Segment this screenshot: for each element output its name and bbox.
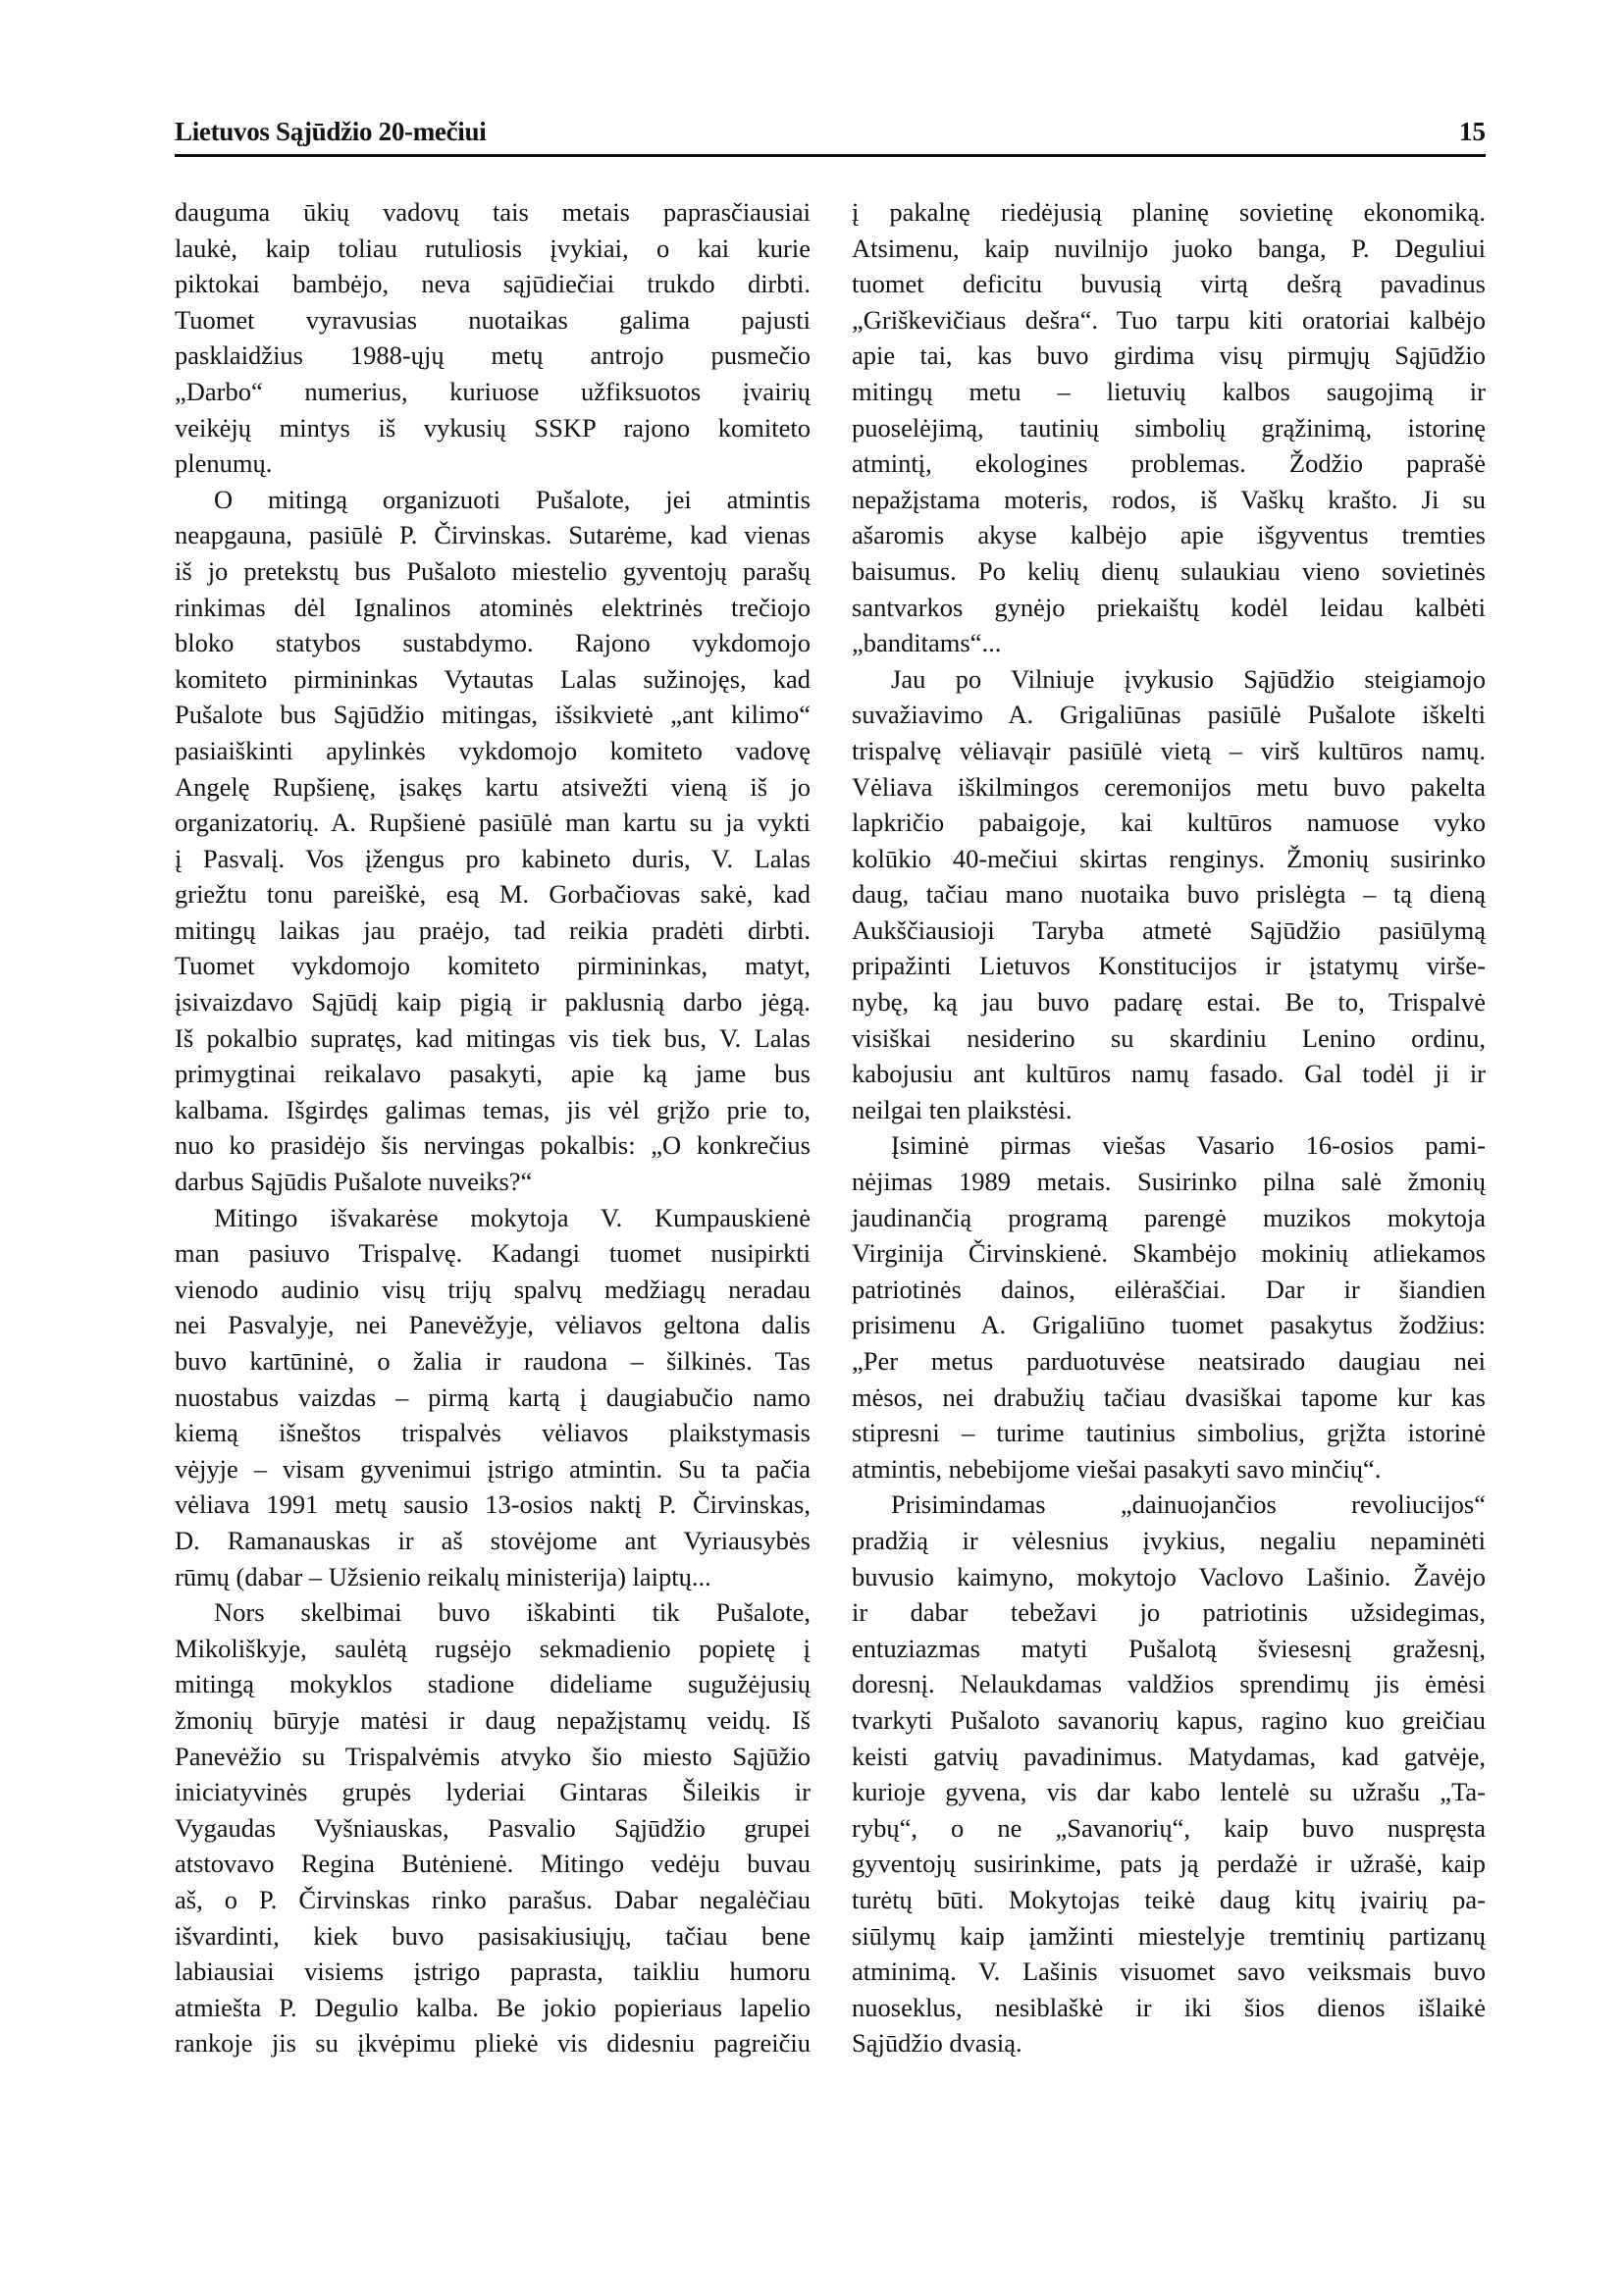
text-line: „Griškevičiaus dešra“. Tuo tarpu kiti oratoriai kalbėjo xyxy=(852,304,1486,335)
text-line: Iš pokalbio supratęs, kad mitingas vis tiek bus, V. Lalas xyxy=(175,1022,811,1053)
text-line: Įsiminė pirmas viešas Vasario 16-osios pami- xyxy=(891,1130,1486,1161)
text-column-right xyxy=(852,194,1486,2061)
text-line: Pušalote bus Sąjūdžio mitingas, išsikvietė „ant kilimo“ xyxy=(175,700,811,730)
text-line: nybę, ką jau buvo padarę estai. Be to, Trispalvė xyxy=(852,987,1486,1017)
text-line: atminimą. V. Lašinis visuomet savo veiksmais buvo xyxy=(852,1956,1486,1987)
text-line: rinkimas dėl Ignalinos atominės elektrinės trečiojo xyxy=(175,592,811,622)
text-line: kalbama. Išgirdęs galimas temas, jis vėl grįžo prie to, xyxy=(175,1094,811,1124)
text-line: atmintis, nebebijome viešai pasakyti savo minčių“. xyxy=(852,1453,1382,1484)
text-line: į Pasvalį. Vos įžengus pro kabineto duris, V. Lalas xyxy=(175,843,811,873)
text-column-left xyxy=(175,194,811,2061)
text-line: piktokai bambėjo, neva sąjūdiečiai trukdo dirbti. xyxy=(175,269,811,299)
text-line: Angelę Rupšienę, įsakęs kartu atsivežti vieną iš jo xyxy=(175,771,811,802)
text-line: rūmų (dabar – Užsienio reikalų ministerija) laiptų... xyxy=(175,1561,711,1591)
text-line: nuoseklus, nesiblaškė ir iki šios dienos išlaikė xyxy=(852,1992,1486,2022)
text-line: kiemą išneštos trispalvės vėliavos plaikstymasis xyxy=(175,1418,811,1448)
page-number: 15 xyxy=(1459,117,1486,146)
text-line: rankoje jis su įkvėpimu pliekė vis didesniu pagreičiu xyxy=(175,2028,811,2059)
text-line: daug, tačiau mano nuotaika buvo prislėgta – tą dieną xyxy=(852,879,1486,910)
text-line: lapkričio pabaigoje, kai kultūros namuose vyko xyxy=(852,808,1486,838)
text-line: turėtų būti. Mokytojas teikė daug kitų įvairių pa- xyxy=(852,1884,1486,1914)
text-line: išvardinti, kiek buvo pasisakiusiųjų, tačiau bene xyxy=(175,1920,811,1951)
text-line: Mitingo išvakarėse mokytoja V. Kumpauskienė xyxy=(214,1202,811,1232)
text-line: mitingų laikas jau praėjo, tad reikia pradėti dirbti. xyxy=(175,914,811,945)
paragraph xyxy=(852,194,1486,661)
text-line: veikėjų mintys iš vykusių SSKP rajono komiteto xyxy=(175,412,811,443)
text-line: kabojusiu ant kultūros namų fasado. Gal todėl ji ir xyxy=(852,1059,1486,1089)
text-line: rybų“, o ne „Savanorių“, kaip buvo nuspręsta xyxy=(852,1812,1486,1843)
text-line: pradžią ir vėlesnius įvykius, negaliu nepaminėti xyxy=(852,1525,1486,1555)
text-line: laukė, kaip toliau rutuliosis įvykiai, o kai kurie xyxy=(175,233,811,263)
text-line: Vėliava iškilmingos ceremonijos metu buvo pakelta xyxy=(852,771,1486,802)
text-line: Aukščiausioji Taryba atmetė Sąjūdžio pasiūlymą xyxy=(852,914,1486,945)
page-header xyxy=(175,116,1486,153)
text-line: „Darbo“ numerius, kuriuose užfiksuotos įvairių xyxy=(175,376,811,406)
paragraph xyxy=(852,1127,1486,1487)
text-line: nėjimas 1989 metais. Susirinko pilna salė žmonių xyxy=(852,1167,1486,1197)
text-line: Tuomet vyravusias nuotaikas galima pajusti xyxy=(175,304,811,335)
text-line: mitingų metu – lietuvių kalbos saugojimą ir xyxy=(852,376,1486,406)
text-line: ir dabar tebežavi jo patriotinis užsidegimas, xyxy=(852,1597,1486,1628)
paragraph xyxy=(175,482,811,1200)
text-line: buvo kartūninė, o žalia ir raudona – šilkinės. Tas xyxy=(175,1346,811,1376)
text-line: gyventojų susirinkime, pats ją perdažė ir užrašė, kaip xyxy=(852,1849,1486,1879)
text-line: kurioje gyvena, vis dar kabo lentelė su užrašu „Ta- xyxy=(852,1777,1486,1807)
text-line: neapgauna, pasiūlė P. Čirvinskas. Sutarėme, kad vienas xyxy=(175,520,811,550)
text-line: mitingą mokyklos stadione dideliame sugužėjusių xyxy=(175,1669,811,1699)
text-line: nuo ko prasidėjo šis nervingas pokalbis: „O konkrečius xyxy=(175,1130,811,1161)
text-line: stipresni – turime tautinius simbolius, grįžta istorinė xyxy=(852,1418,1486,1448)
paragraph xyxy=(852,1487,1486,2061)
text-line: griežtu tonu pareiškė, esą M. Gorbačiovas sakė, kad xyxy=(175,879,811,910)
text-line: baisumus. Po kelių dienų sulaukiau vieno sovietinės xyxy=(852,555,1486,586)
text-line: kolūkio 40-mečiui skirtas renginys. Žmonių susirinko xyxy=(852,843,1486,873)
text-line: plenumų. xyxy=(175,448,273,479)
paragraph xyxy=(175,1594,811,2061)
text-line: atmintį, ekologines problemas. Žodžio paprašė xyxy=(852,448,1486,479)
text-line: buvusio kaimyno, mokytojo Vaclovo Lašinio. Žavėjo xyxy=(852,1561,1486,1591)
text-line: pasklaidžius 1988-ųjų metų antrojo pusmečio xyxy=(175,340,811,371)
text-line: Atsimenu, kaip nuvilnijo juoko banga, P. Deguliui xyxy=(852,233,1486,263)
paragraph xyxy=(175,194,811,482)
text-line: dauguma ūkių vadovų tais metais paprasčiausiai xyxy=(175,197,811,227)
text-line: vėliava 1991 metų sausio 13-osios naktį P. Čirvinskas, xyxy=(175,1489,811,1520)
paragraph xyxy=(175,1200,811,1595)
text-line: bloko statybos sustabdymo. Rajono vykdomojo xyxy=(175,628,811,658)
text-line: siūlymų kaip įamžinti miestelyje tremtinių partizanų xyxy=(852,1920,1486,1951)
text-line: tuomet deficitu buvusią virtą dešrą pavadinus xyxy=(852,269,1486,299)
text-line: D. Ramanauskas ir aš stovėjome ant Vyriausybės xyxy=(175,1525,811,1555)
text-line: pripažinti Lietuvos Konstitucijos ir įstatymų virše- xyxy=(852,951,1486,981)
text-line: patriotinės dainos, eilėraščiai. Dar ir šiandien xyxy=(852,1274,1486,1304)
text-line: darbus Sąjūdis Pušalote nuveiks?“ xyxy=(175,1167,533,1197)
text-line: keisti gatvių pavadinimus. Matydamas, kad gatvėje, xyxy=(852,1741,1486,1771)
paragraph xyxy=(852,661,1486,1128)
text-line: pasiaiškinti apylinkės vykdomojo komiteto vadovę xyxy=(175,735,811,765)
text-line: Panevėžio su Trispalvėmis atvyko šio miesto Sąjūžio xyxy=(175,1741,811,1771)
text-line: aš, o P. Čirvinskas rinko parašus. Dabar negalėčiau xyxy=(175,1884,811,1914)
text-line: nei Pasvalyje, nei Panevėžyje, vėliavos geltona dalis xyxy=(175,1310,811,1340)
text-line: neilgai ten plaikstėsi. xyxy=(852,1094,1073,1124)
text-line: Jau po Vilniuje įvykusio Sąjūdžio steigiamojo xyxy=(891,663,1486,694)
text-line: santvarkos gynėjo priekaištų kodėl leidau kalbėti xyxy=(852,592,1486,622)
text-line: komiteto pirmininkas Vytautas Lalas sužinojęs, kad xyxy=(175,663,811,694)
text-line: suvažiavimo A. Grigaliūnas pasiūlė Pušalote iškelti xyxy=(852,700,1486,730)
text-line: prisimenu A. Grigaliūno tuomet pasakytus žodžius: xyxy=(852,1310,1486,1340)
text-line: į pakalnę riedėjusią planinę sovietinę ekonomiką. xyxy=(852,197,1486,227)
text-line: man pasiuvo Trispalvę. Kadangi tuomet nusipirkti xyxy=(175,1238,811,1269)
text-line: „banditams“... xyxy=(852,628,1002,658)
text-line: puoselėjimą, tautinių simbolių grąžinimą, istorinę xyxy=(852,412,1486,443)
text-line: Vygaudas Vyšniauskas, Pasvalio Sąjūdžio grupei xyxy=(175,1812,811,1843)
header-rule xyxy=(175,154,1486,157)
text-line: visiškai nesiderino su skardiniu Lenino ordinu, xyxy=(852,1022,1486,1053)
text-line: atmiešta P. Degulio kalba. Be jokio popieriaus lapelio xyxy=(175,1992,811,2022)
text-line: labiausiai visiems įstrigo paprasta, taikliu humoru xyxy=(175,1956,811,1987)
text-line: „Per metus parduotuvėse neatsirado daugiau nei xyxy=(852,1346,1486,1376)
text-line: Nors skelbimai buvo iškabinti tik Pušalote, xyxy=(214,1597,811,1628)
text-line: entuziazmas matyti Pušalotą šviesesnį gražesnį, xyxy=(852,1633,1486,1663)
text-line: vėjyje – visam gyvenimui įstrigo atmintin. Su ta pačia xyxy=(175,1453,811,1484)
text-line: ašaromis akyse kalbėjo apie išgyventus tremties xyxy=(852,520,1486,550)
text-line: Sąjūdžio dvasią. xyxy=(852,2028,1022,2059)
text-line: doresnį. Nelaukdamas valdžios sprendimų jis ėmėsi xyxy=(852,1669,1486,1699)
text-line: O mitingą organizuoti Pušalote, jei atmintis xyxy=(214,484,811,514)
text-line: iniciatyvinės grupės lyderiai Gintaras Šileikis ir xyxy=(175,1777,811,1807)
text-line: įsivaizdavo Sąjūdį kaip pigią ir paklusnią darbo jėgą. xyxy=(175,987,811,1017)
text-line: Mikoliškyje, saulėtą rugsėjo sekmadienio popietę į xyxy=(175,1633,811,1663)
text-line: apie tai, kas buvo girdima visų pirmųjų Sąjūdžio xyxy=(852,340,1486,371)
text-line: žmonių būryje matėsi ir daug nepažįstamų veidų. Iš xyxy=(175,1704,811,1735)
text-line: organizatorių. A. Rupšienė pasiūlė man kartu su ja vykti xyxy=(175,808,811,838)
text-line: tvarkyti Pušaloto savanorių kapus, ragino kuo greičiau xyxy=(852,1704,1486,1735)
text-line: vienodo audinio visų trijų spalvų medžiagų neradau xyxy=(175,1274,811,1304)
running-title: Lietuvos Sąjūdžio 20-mečiui xyxy=(175,117,487,146)
text-line: Prisimindamas „dainuojančios revoliucijos“ xyxy=(891,1489,1486,1520)
text-line: nepažįstama moteris, rodos, iš Vaškų krašto. Ji su xyxy=(852,484,1486,514)
text-line: nuostabus vaizdas – pirmą kartą į daugiabučio namo xyxy=(175,1382,811,1412)
text-line: Virginija Čirvinskienė. Skambėjo mokinių atliekamos xyxy=(852,1238,1486,1269)
text-line: iš jo pretekstų bus Pušaloto miestelio gyventojų parašų xyxy=(175,555,811,586)
text-line: trispalvę vėliavąir pasiūlė vietą – virš kultūros namų. xyxy=(852,735,1486,765)
text-line: primygtinai reikalavo pasakyti, apie ką jame bus xyxy=(175,1059,811,1089)
text-line: atstovavo Regina Butėnienė. Mitingo vedėju buvau xyxy=(175,1849,811,1879)
text-line: Tuomet vykdomojo komiteto pirmininkas, matyt, xyxy=(175,951,811,981)
text-line: jaudinančią programą parengė muzikos mokytoja xyxy=(852,1202,1486,1232)
text-line: mėsos, nei drabužių tačiau dvasiškai tapome kur kas xyxy=(852,1382,1486,1412)
